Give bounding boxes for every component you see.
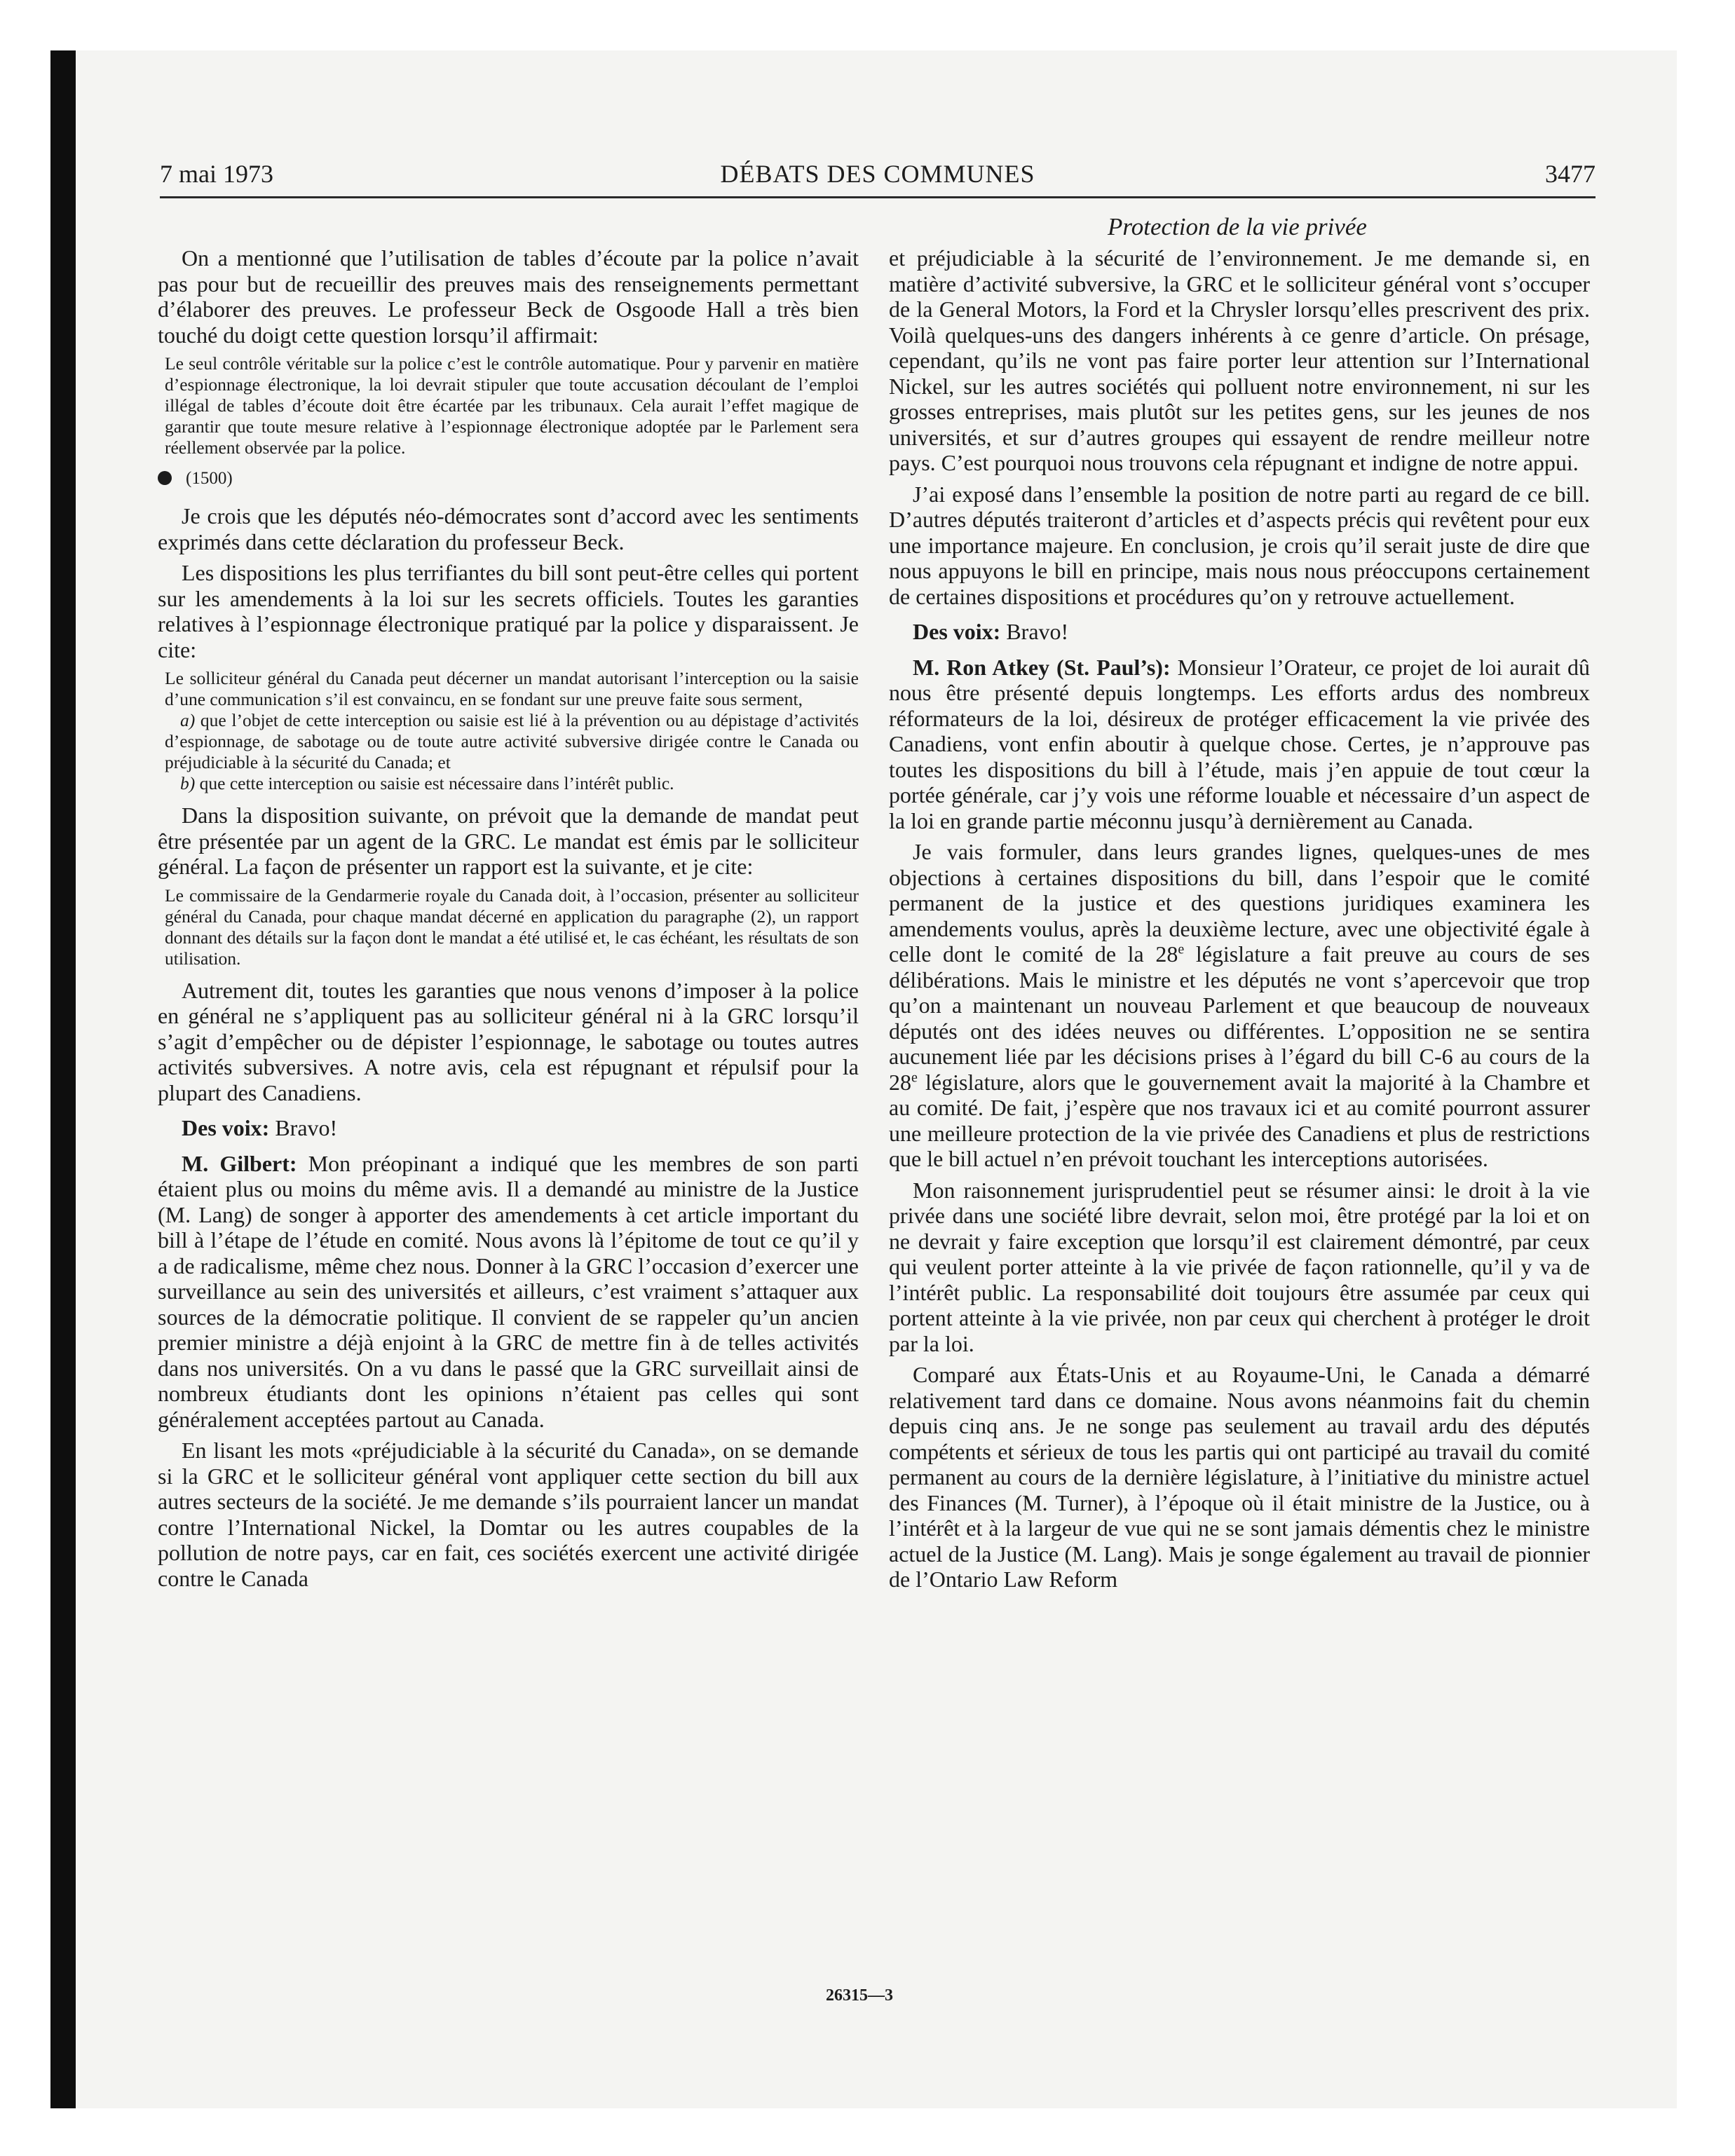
superscript: e xyxy=(911,1069,918,1085)
paragraph: Les dispositions les plus terrifiantes du bill sont peut-être celles qui portent sur les amendements à la loi sur les secrets officiels. Toutes les garanties relatives à l’espionnage électronique pratiqué par la police y disparaissent. Je cite: xyxy=(158,560,859,662)
header-date: 7 mai 1973 xyxy=(160,160,273,188)
time-marker xyxy=(158,467,859,491)
quote-text: Le commissaire de la Gendarmerie royale du Canada doit, à l’occasion, présenter au solliciteur général du Canada, pour chaque mandat décerné en application du paragraphe (2), un rapport donnant des détails sur la façon dont le mandat a été utilisé et, le cas échéant, les résultats de son utilisation. xyxy=(165,885,859,969)
publication-title: DÉBATS DES COMMUNES xyxy=(720,160,1035,188)
paragraph: Autrement dit, toutes les garanties que nous venons d’imposer à la police en général ne s’appliquent pas au solliciteur général ni à la GRC lorsqu’il s’agit d’empêcher ou de dépister l’espionnage, le sabotage ou toutes autres activités subversives. A notre avis, cela est répugnant et répulsif pour la plupart des Canadiens. xyxy=(158,977,859,1105)
paragraph: En lisant les mots «préjudiciable à la sécurité du Canada», on se demande si la GRC et le solliciteur général vont appliquer cette section du bill aux autres secteurs de la société. Je me demande s’ils pourraient lancer un mandat contre l’International Nickel, la Domtar ou les autres coupables de la pollution de notre pays, car en fait, ces sociétés exercent une activité dirigée contre le Canada xyxy=(158,1438,859,1591)
quote-item-text: que l’objet de cette interception ou saisie est lié à la prévention ou au dépistage d’activités d’espionnage, de sabotage ou de toute autre activité subversive dirigée contre le Canada ou préjudiciable à la sécurité du Canada; et xyxy=(165,710,859,772)
quote-item xyxy=(165,710,859,773)
paragraph: Comparé aux États-Unis et au Royaume-Uni, le Canada a démarré relativement tard dans ce domaine. Nous avons néanmoins fait du chemin depuis cinq ans. Je ne songe pas seulement au travail ardu des députés compétents et sérieux de tous les partis qui ont participé au travail du comité permanent au cours de la dernière législature, à l’initiative du ministre actuel des Finances (M. Turner), à l’époque où il était ministre de la Justice, ou à l’intérêt et à la largeur de vue qui ne se sont jamais démentis chez le ministre actuel de la Justice (M. Lang). Mais je songe également au travail de pionnier de l’Ontario Law Reform xyxy=(889,1362,1590,1592)
quote-text: Le seul contrôle véritable sur la police c’est le contrôle automatique. Pour y parvenir en matière d’espionnage électronique, la loi devrait stipuler que toute accusation découlant de l’emploi illégal de tables d’écoute doit être écartée par les tribunaux. Cela aurait l’effet magique de garantir que toute mesure relative à l’espionnage électronique adoptée par le Parlement sera réellement observée par la police. xyxy=(165,353,859,458)
speaker-name: Des voix: xyxy=(913,619,1001,644)
paragraph-text: législature a fait preuve au cours de ses délibérations. Mais le ministre et les députés ne vont s’apercevoir que trop qu’on a maintenant un nouveau Parlement et que beaucoup de nouveaux députés ont des idées neuves ou différentes. L’opposition ne se sentira aucunement liée par les décisions prises à l’égard du bill C-6 au cours de la 28 xyxy=(889,941,1591,1095)
interjection xyxy=(158,1115,859,1141)
paragraph: Je crois que les députés néo-démocrates sont d’accord avec les sentiments exprimés dans cette déclaration du professeur Beck. xyxy=(158,503,859,554)
quote-item xyxy=(165,773,859,794)
block-quote xyxy=(158,353,859,458)
block-quote xyxy=(158,668,859,794)
bullet-icon xyxy=(158,471,172,485)
footer-code: 26315—3 xyxy=(826,1986,893,2005)
speech-paragraph xyxy=(158,1151,859,1433)
quote-item-text: que cette interception ou saisie est nécessaire dans l’intérêt public. xyxy=(195,773,674,793)
speaker-name: Des voix: xyxy=(182,1115,270,1140)
speech-text: Monsieur l’Orateur, ce projet de loi aurait dû nous être présenté depuis longtemps. Les efforts ardus des nombreux réformateurs de la loi, désireux de protéger efficacement la vie privée des Canadiens, vont enfin aboutir à quelque chose. Certes, je n’approuve pas toutes les dispositions du bill à l’étude, mais j’en appuie de tout cœur la portée générale, car j’y vois une réforme louable et nécessaire d’un aspect de la loi en grande partie méconnu jusqu’à dernièrement au Canada. xyxy=(889,654,1591,833)
running-subtitle: Protection de la vie privée xyxy=(1108,213,1367,240)
block-quote xyxy=(158,885,859,969)
paragraph: J’ai exposé dans l’ensemble la position de notre parti au regard de ce bill. D’autres députés traiteront d’articles et d’aspects précis qui revêtent pour eux une importance majeure. En conclusion, je crois qu’il serait juste de dire que nous appuyons le bill en principe, mais nous nous préoccupons certainement de certaines dispositions et procédures qu’on y retrouve actuellement. xyxy=(889,481,1590,609)
interjection-text: Bravo! xyxy=(269,1115,338,1140)
interjection xyxy=(889,619,1590,645)
item-label: b) xyxy=(180,773,196,793)
superscript: e xyxy=(1178,941,1185,957)
paragraph: On a mentionné que l’utilisation de tables d’écoute par la police n’avait pas pour but de recueillir des preuves mais des renseignements permettant d’élaborer des preuves. Le professeur Beck de Osgoode Hall a très bien touché du doigt cette question lorsqu’il affirmait: xyxy=(158,245,859,348)
interjection-text: Bravo! xyxy=(1000,619,1069,644)
speaker-name: M. Gilbert: xyxy=(182,1150,297,1176)
left-column xyxy=(158,245,859,1597)
paragraph: Mon raisonnement jurisprudentiel peut se résumer ainsi: le droit à la vie privée dans une société libre devrait, selon moi, être protégé par la loi et on ne devrait y faire exception que lorsqu’il est clairement démontré, par ceux qui veulent porter atteinte à la vie privée de façon rationnelle, qu’il y va de l’intérêt public. La responsabilité doit toujours être assumée par ceux qui portent atteinte à la vie privée, non par ceux qui cherchent à protéger le droit par la loi. xyxy=(889,1177,1590,1356)
time-stamp: (1500) xyxy=(186,469,233,488)
page-header xyxy=(160,157,1595,198)
speech-text: Mon préopinant a indiqué que les membres de son parti étaient plus ou moins du même avis. Il a demandé au ministre de la Justice (M. Lang) de songer à apporter des amendements à cet article important du bill à l’étape de l’étude en comité. Nous avons là l’épitome de tout ce qu’il y a de radicalisme, même chez nous. Donner à la GRC l’occasion d’exercer une surveillance au sein des universités et ailleurs, c’est vraiment s’attaquer aux sources de la démocratie politique. Il convient de se rappeler qu’un ancien premier ministre a déjà enjoint à la GRC de mettre fin à de telles activités dans nos universités. On a vu dans le passé que la GRC surveillait ainsi de nombreux étudiants dont les opinions n’étaient pas celles qui sont généralement acceptées partout au Canada. xyxy=(158,1150,859,1432)
item-label: a) xyxy=(180,710,196,730)
speaker-name: M. Ron Atkey (St. Paul’s): xyxy=(913,654,1171,680)
paragraph: Dans la disposition suivante, on prévoit que la demande de mandat peut être présentée par un agent de la GRC. Le mandat est émis par le solliciteur général. La façon de présenter un rapport est la suivante, et je cite: xyxy=(158,803,859,879)
paragraph: et préjudiciable à la sécurité de l’environnement. Je me demande si, en matière d’activité subversive, la GRC et le solliciteur général vont s’occuper de la General Motors, la Ford et la Chrysler lorsqu’elles prescrivent des prix. Voilà quelques-uns des dangers inhérents à ce genre d’article. On présage, cependant, qu’ils ne vont pas faire porter leur attention sur l’International Nickel, sur les autres sociétés qui polluent notre environnement, ni sur les grosses entreprises, mais plutôt sur les petites gens, sur les jeunes de nos universités, et sur d’autres groupes qui essayent de rendre meilleur notre pays. C’est pourquoi nous trouvons cela répugnant et indigne de notre appui. xyxy=(889,245,1590,475)
right-column xyxy=(889,245,1590,1598)
quote-text: Le solliciteur général du Canada peut décerner un mandat autorisant l’interception ou la saisie d’une communication s’il est convaincu, en se fondant sur une preuve faite sous serment, xyxy=(165,668,859,709)
speech-paragraph xyxy=(889,655,1590,834)
page-number: 3477 xyxy=(1545,160,1595,188)
paragraph-text: Je vais formuler, dans leurs grandes lignes, quelques-unes de mes objections à certaines dispositions du bill, dans l’espoir que le comité permanent de la justice et des questions juridiques examinera les amendements voulus, après la deuxième lecture, avec une objectivité égale à celle dont le comité de la 28 xyxy=(889,839,1590,967)
paragraph-text: législature, alors que le gouvernement avait la majorité à la Chambre et au comité. De fait, j’espère que nos travaux ici et au comité pourront assurer une meilleure protection de la vie privée des Canadiens et plus de restrictions que le bill actuel n’en prévoit touchant les interceptions autorisées. xyxy=(889,1069,1590,1171)
paragraph xyxy=(889,839,1590,1172)
